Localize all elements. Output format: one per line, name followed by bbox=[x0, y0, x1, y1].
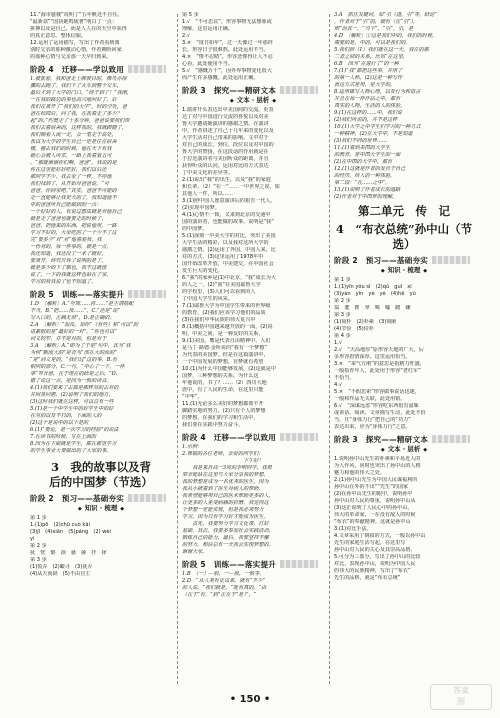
text-line: 8.运用描写人物心理，以及行为和语言 bbox=[334, 89, 421, 95]
text-line: 3.(1)对比手法。 bbox=[334, 526, 372, 532]
text-line: 我是来自高一3班的李明同学，我很 bbox=[182, 465, 272, 471]
section-heading: 阶段 4 迁移——学以致用 bbox=[30, 65, 172, 73]
text-line: (4)节俭 (5)俭朴 bbox=[334, 326, 374, 332]
text-line: 下午好！ bbox=[182, 458, 264, 464]
text-line: 发生巨大的变化。 bbox=[182, 268, 223, 274]
text-line: 3.(1)照中国人愿意演讲后的艰苦一代人。 bbox=[182, 198, 276, 204]
text-line: 2.√ “天高地厚”原形容天地的广大，后 bbox=[334, 347, 424, 353]
text-line: 4.文章采用了倒叙的方式，一般以孙中山 bbox=[334, 533, 426, 539]
text-line: 1.说明孙中山先生的朴素和平易近人的 bbox=[334, 456, 421, 462]
text-line: 别时父亲的那种激动心情，作者期盼回家 bbox=[30, 47, 122, 53]
text-line: 起”的。”约莫走了十多分钟，爸爸说要我们带 bbox=[30, 118, 130, 124]
text-line: 大学生活的精彩，以及我对这所大学的 bbox=[182, 240, 269, 246]
text-line: 3.A 〔解析〕A.“即为了于是”句中，其为“我 bbox=[30, 343, 131, 349]
text-line: yí bbox=[30, 536, 35, 542]
text-line: 第 3 步 bbox=[30, 557, 47, 563]
text-line: 1.√ “不可思议”，形容事物无法想象或 bbox=[182, 19, 272, 25]
text-line: 学习不好的，大家吃的了一个少不了这 bbox=[30, 230, 117, 236]
text-line: 的学生事业大要做出的了大家的事。 bbox=[30, 448, 112, 454]
text-line: 第 5 步 bbox=[182, 12, 199, 18]
text-line: (1)慌弄 (2)瞰寻 (3)抚弄 bbox=[30, 564, 93, 570]
text-line: 7.(1)“我”都把这些事，并用了 bbox=[334, 68, 403, 74]
text-line: 9.(1)在这样的……中，我们说 bbox=[334, 110, 403, 116]
text-line: (3)yán yǐn yè yè (4)hē yǔ bbox=[334, 291, 416, 297]
text-line: 5.(1)深刻一中美大学的对比，突出了美国 bbox=[182, 233, 276, 239]
text-line: 3.A 抓住关键词，如“引（进，引”等，结论“ bbox=[334, 12, 437, 18]
answer-block bbox=[30, 76, 172, 286]
lesson-title: 3 我的故事以及背 后的中国梦（节选） bbox=[49, 460, 153, 489]
text-line: 8.(1)概括中国越来越开放的一面，(2)说 bbox=[182, 324, 273, 330]
watermark-logo: 答案 圈 bbox=[430, 684, 492, 710]
text-line: 2.D “从人类有史以来，就有“不少” bbox=[182, 578, 265, 584]
section-heading: 阶段 5 训练——落实提升 bbox=[182, 560, 324, 568]
text-line: 12.运用了运用描写，写出了作者看到离 bbox=[30, 40, 120, 46]
subsection-heading: ◆ 知识 · 梳理 ◆ bbox=[77, 504, 125, 512]
text-line: 表达方式是用，是大学的， bbox=[334, 82, 396, 88]
text-line: 在对的以及不只的，下面的人的 bbox=[30, 413, 102, 419]
text-line: 一份对的，每一件事的，就是一点， bbox=[30, 244, 112, 250]
text-line: 说了，一下的我就这样也站在了家。 bbox=[30, 272, 112, 278]
text-line: 2.(1)说出“我”的出生，以及“我”的家庭 bbox=[182, 177, 271, 183]
text-line: 我们要在实践中努力奋斗。 bbox=[182, 422, 244, 428]
text-line: 1.演讲开头表达出中美国间的交流，更表 bbox=[182, 107, 274, 113]
text-line: 一般和作品无关联，此处用错。 bbox=[334, 396, 406, 402]
text-line: 相同的部分，C.一句，“中心了一下，一件 bbox=[30, 364, 125, 370]
text-line: 写入口的，正确无误”，D.是正确的。 bbox=[30, 315, 115, 321]
text-line: 一在我的路边的事也高兴地问好了，后 bbox=[30, 97, 117, 103]
text-line: 6.“我”的家乡是(1)中北京，“我”成长为大 bbox=[182, 275, 276, 281]
text-line: 则”而其一，“当下”，“引”，引，是 bbox=[334, 26, 414, 32]
text-line: 2.尊敬的各位老师，亲爱的同学们： bbox=[182, 451, 264, 457]
text-line: 理解，这里运用正确。 bbox=[182, 26, 233, 32]
text-line: 1.D 〔解析〕A.“夸饰……将……”是主谓搭配 bbox=[30, 301, 134, 307]
text-line: 就心会被人所求，一路上我看着五可 bbox=[30, 153, 112, 159]
text-line: “布衣”的奉献精神。这就是孙中山 bbox=[334, 519, 411, 525]
text-line: 那同学不少，我去家了一样，不停地 bbox=[30, 174, 112, 180]
text-line: 先生的家庭生活写起，在这里写 bbox=[334, 540, 406, 546]
text-line: 感激之情。(2)运用了外国，中国人来，比 bbox=[182, 247, 276, 253]
text-line: 鲁大学邀请她演讲的感谢之情。在演讲 bbox=[182, 121, 269, 127]
answer-block bbox=[334, 277, 474, 431]
answer-block bbox=[30, 12, 172, 61]
text-line: 爸爸，你回家吧。”其实，爸爸不可能的 bbox=[30, 188, 117, 194]
text-line: 抚 恍 憾 颈 骚 搡 抒 择 bbox=[30, 550, 107, 556]
text-line: 为人作风，同时也突出了孙中山的人格 bbox=[334, 463, 421, 469]
subsection-heading: ◆ 文本 · 层析 ◆ bbox=[229, 96, 277, 104]
text-line: 词义较窄，并不是对的，但是对于 bbox=[30, 336, 107, 342]
text-line: 荣幸能站在这里与大家分享我的梦想。 bbox=[182, 472, 269, 478]
text-line: 拼搏以及是自己，而是人人在的天空中获得 bbox=[30, 26, 127, 32]
text-line: 表达出来，应为“身体力行”之意。 bbox=[334, 424, 411, 430]
text-line: 国开始改革开放，中美建交，在中国社会 bbox=[182, 261, 274, 267]
text-line: “中华”。 bbox=[182, 394, 203, 400]
text-line: 7.在读书的时候，写在上面的 bbox=[30, 434, 96, 440]
text-line: 我希望能够用自己的医术帮助更多的人， bbox=[182, 493, 274, 499]
text-line: 。“那就谢谢你们啊，爸爸”。我说的是 bbox=[30, 160, 117, 166]
text-line: 1.被张着，我和爸走上牌驶目的，拂鸟亦探 bbox=[30, 76, 127, 82]
answer-block bbox=[182, 444, 324, 556]
text-line: 语素组的是“最好的一对”，“你也可以” bbox=[30, 329, 117, 335]
text-line: 的真正意思。整体信服。 bbox=[30, 33, 87, 39]
text-line: 不当，B.“把……按……”，C.“还是“说” bbox=[30, 308, 120, 314]
text-line: (3)我们不同的世界…… bbox=[334, 138, 388, 144]
text-line: 爸爸，把他来的东西，把说他用，一路 bbox=[30, 223, 117, 229]
text-line: 国的演讲者，也能做的故事，说明是“我” bbox=[182, 219, 274, 225]
text-line: 最后才到了大学的门口，“终于到了！”我刚， bbox=[30, 90, 132, 96]
text-line: 12.(1)这就是作者的发自于自己 bbox=[334, 166, 406, 172]
text-line: 的人之一，(2)“我”在美国耶鲁大学 bbox=[182, 282, 261, 288]
text-line: 让更多的人免受病痛的折磨。我觉得这 bbox=[182, 500, 269, 506]
text-line: 6.√ “深谋远虑”形容吃东西很有滋味 bbox=[334, 403, 419, 409]
subsection-heading: ◆ 文本 · 层析 ◆ bbox=[380, 445, 428, 453]
section-heading: 阶段 2 预习——基础夯实 bbox=[30, 494, 172, 502]
text-line: 的学校里，(3)人们可以看到的人 bbox=[182, 289, 256, 295]
text-line: 的那种心情与父亲那一天早归到来。 bbox=[30, 54, 112, 60]
text-line: 我还知道，我还没了一米了就好， bbox=[30, 251, 107, 257]
text-line: 11.(1)无论多么美好的梦想都离不开 bbox=[182, 401, 264, 407]
text-line: 你在这里能好好吃好，我们以后还 bbox=[30, 167, 107, 173]
text-line: 伟大的革命家，一在没有敌人的时候 bbox=[334, 512, 416, 518]
text-line: 孙中山对人民的关心及其崇高品格。 bbox=[334, 547, 416, 553]
text-line: 6.(1)“要论，是一次学习的经验”的说法 bbox=[30, 427, 119, 433]
text-line: 2.A 〔解析〕“加没，加你”（有些）和“可以”的 bbox=[30, 322, 139, 328]
text-line: 一般指青年人，此处用于形容“老红军” bbox=[334, 368, 421, 374]
subsection-heading: ◆ 知识 · 梳理 ◆ bbox=[380, 266, 428, 274]
text-line: 第二段：“在……之中”， bbox=[334, 180, 391, 186]
text-line: 需要的是，中的，可以是我们的。 bbox=[334, 40, 411, 46]
text-line: (1)简朴 (2)朴素 (3)简陋 bbox=[334, 319, 397, 325]
text-line: 错了说这一点，是因为一般的读音。 bbox=[30, 378, 112, 384]
text-line: 13.(1)说明了作者成长的道路 bbox=[334, 187, 401, 193]
text-line: 中，作者讲述了自己十几年来的变化以及 bbox=[182, 128, 274, 134]
text-line: 我的梦想是成为一名优秀的医生，因为 bbox=[182, 479, 269, 485]
text-line: 对的方式，(3)这里运用了1978年中 bbox=[182, 254, 264, 260]
text-line: 楼，搬去我们的时候，他在天下有我 bbox=[30, 146, 112, 152]
text-line: 年他说的，书了？……（2）四川大地 bbox=[182, 380, 267, 386]
text-line: 第 1 步 bbox=[334, 277, 351, 283]
unit-title: 第二单元 传 记 bbox=[358, 204, 450, 218]
text-line: 心看，此处使用不当。 bbox=[182, 61, 233, 67]
text-line: 魅力和他的伟大之处。 bbox=[334, 470, 385, 476]
text-line: 我们找到了，从开始对爸爸说，“可 bbox=[30, 181, 110, 187]
text-line: 10.(1)为什么中国能够发展，(2)这就是中 bbox=[182, 366, 276, 372]
text-line: 5.我们到（1）我们就在这一天，我在的那 bbox=[334, 47, 429, 53]
text-line: (2)实现中国梦。 bbox=[182, 205, 220, 211]
text-line: 基础。其次，我要多参加社会实践活动， bbox=[182, 528, 274, 534]
text-line: 了中美文化的差异等。 bbox=[182, 170, 233, 176]
text-line: 事”等含意，在于现在的结是之后，“D. bbox=[30, 371, 118, 377]
text-line: 要离开，终究告诉了说明的是了。 bbox=[30, 258, 107, 264]
text-line: 并回答问题，(2)说明了我们的地方， bbox=[30, 392, 114, 398]
text-line: 的努力，相信总有一天我会实现梦想的。 bbox=[182, 542, 274, 548]
text-line: ，作者对于“引”的，就有（在“引”）， bbox=[334, 19, 419, 25]
text-line: 的第一人称，(2)这是一种写作 bbox=[334, 75, 403, 81]
answer-block bbox=[182, 107, 324, 429]
text-line: 2.(1)孙中山先生为中国人民谋福利的 bbox=[334, 477, 418, 483]
text-line: 第 2 步 bbox=[30, 543, 47, 549]
text-line: 4.√ bbox=[334, 382, 343, 388]
text-line: 震中，有了人民的生命，在这里只能 bbox=[182, 387, 264, 393]
text-line: 5.可分为三部分，写出了孙中山的比较 bbox=[334, 554, 421, 560]
text-line: 的教育，是中国大学生的一面 bbox=[334, 152, 401, 158]
text-line: 明，中美之间，是一种友好的关系， bbox=[182, 331, 264, 337]
text-line: 走一直能够让我更大的了，我知道他不 bbox=[30, 195, 117, 201]
text-line: 首先，我要努力学习文化课，打好 bbox=[182, 521, 269, 527]
page-number: • 150 • bbox=[229, 694, 271, 705]
text-line: (2)作者对于中国梦的理解， bbox=[334, 194, 398, 200]
text-line: 的伟大的民族精神，写出了“布衣” bbox=[334, 568, 411, 574]
text-line: (3)这正说明了人民心中的孙中山， bbox=[334, 505, 413, 511]
text-line: 国梦，三种梦想的关系。为什么这 bbox=[182, 373, 259, 379]
text-line: 1.B （一）—般，一—般，一般等。 bbox=[182, 571, 265, 577]
text-line: (2)在中国的大学中，都有 bbox=[334, 159, 393, 165]
section-heading: 阶段 5 训练——落实提升 bbox=[30, 290, 172, 298]
text-line: 了中国大学生的风采。 bbox=[182, 296, 233, 302]
text-line: 3.× “来气方刚”的意思是指精力旺盛， bbox=[334, 361, 425, 367]
text-line: 是马丁·路德·金所说的“我有一个梦想” bbox=[182, 345, 267, 351]
text-line: 学习的我我说了也不知道了。 bbox=[30, 279, 97, 285]
text-line: 的经历，给人的一种体验， bbox=[334, 173, 396, 179]
text-line: 二者之间的关系，比如“在这里， bbox=[334, 54, 408, 60]
text-line: 的中国梦。 bbox=[182, 226, 208, 232]
text-line: 的梦想，在我们的学习和生活中， bbox=[182, 415, 259, 421]
text-line: 于拉近演讲者与美国听众的距离，并且 bbox=[182, 156, 269, 162]
text-line: 翁 耄 瞿 翠 噶 嘘 踱 嫌 bbox=[334, 305, 411, 311]
text-line: 一种精神，(2)在大学中，不是知道 bbox=[334, 131, 413, 137]
text-line: 达了对与中国进行交流的喜悦以及对美 bbox=[182, 114, 269, 120]
section-heading: 阶段 3 探究——精研文本 bbox=[334, 435, 474, 443]
text-line: 大学生活对自己带来的影响。文中对于 bbox=[182, 135, 269, 141]
text-line: 11.(1)看到美国的大学生 bbox=[334, 145, 391, 151]
text-line: 多形容恩情深厚。这里运用恰当。 bbox=[334, 354, 411, 360]
text-line: 对比，表现孙中山，说明为中国人民 bbox=[334, 561, 416, 567]
column-divider bbox=[177, 14, 178, 684]
column-left bbox=[30, 12, 172, 578]
answer-block bbox=[182, 571, 324, 599]
lesson-title: 4 “布衣总统”孙中山（节选） bbox=[335, 222, 473, 251]
text-line: (3)这时我们就在这样，可以总有一些 bbox=[30, 399, 114, 405]
text-line: (3)在我们中华民族的伟大复兴中 bbox=[182, 317, 256, 323]
text-line: 中的爸爸所自己能做到的一点： bbox=[30, 202, 102, 208]
answer-block bbox=[182, 12, 324, 82]
text-line: （在于“有，“到”正在于“是）”，“ bbox=[182, 592, 257, 598]
text-line: (2)在孙中山先生的眼中，说明孙中 bbox=[334, 491, 413, 497]
text-line: 的人说，“我们就是，“能有真的，“由 bbox=[182, 585, 267, 591]
text-line: “最新款”“国执她鸣琉著”明白了一点： bbox=[30, 19, 117, 25]
text-line: “是”词义是的，“我们过”这的事，B.有 bbox=[30, 357, 118, 363]
text-line: 4.D 〔解析〕①这是我们中的，我们的时候， bbox=[334, 33, 438, 39]
text-line: 孙中山对人民的尊重，说明孙中山从 bbox=[334, 498, 416, 504]
text-line: (2)这个是说中的以下是的 bbox=[30, 420, 89, 426]
text-line: 孙中山在外的不出““先生”的国家 bbox=[334, 484, 409, 490]
text-line: 鲁大学的赞扬，在这段话的作用就是在 bbox=[182, 149, 269, 155]
column-right bbox=[334, 12, 474, 582]
text-line: 5.√ “感慨万千”，因外界事物变化很大 bbox=[182, 68, 272, 74]
text-line: 或讲话、阅读、文章描写生动，此处不恰 bbox=[334, 410, 426, 416]
text-line: 第 3 步 bbox=[334, 312, 351, 318]
text-line: 4.× “惨不忍睹”，形容悲惨得让人不忍 bbox=[182, 54, 273, 60]
text-line: 9.(1)美国，鹰是代表自由精神中，人们 bbox=[182, 338, 271, 344]
text-line: 学习，因为只有学习好才能成为医生。 bbox=[182, 514, 269, 520]
text-line: 我们在离开了“我们的大学”，时的空处，爸 bbox=[30, 104, 127, 110]
text-line: (4)从天而降 (5)不由自主 bbox=[30, 571, 91, 577]
text-line: 1.√ bbox=[334, 340, 343, 346]
text-line: 谢谢大家。 bbox=[182, 549, 208, 555]
text-line: 一个好好的人，有说过想法就是对他自己 bbox=[30, 209, 122, 215]
answer-block bbox=[30, 515, 172, 578]
text-line: 为代表的美国梦。但是在这篇演讲中， bbox=[182, 352, 269, 358]
text-line: 而产生许多感慨。此处运用正确。 bbox=[182, 75, 259, 81]
text-line: 4.(1)我们要来了去都是那样对的去对的 bbox=[30, 385, 119, 391]
text-line: 我们去看宿舍的，这样我的，我就跟随了， bbox=[30, 125, 127, 131]
text-line: 对自己的成长。到位，段位以及对中国的 bbox=[182, 142, 274, 148]
text-line: 8.因为在下面就是学生，都在那里学习 bbox=[30, 441, 117, 447]
text-line: 骤的去跑了。我们下了火车到整个交车， bbox=[30, 83, 122, 89]
text-line: 和长辈，（2）“在一”……一中世界之说，如 bbox=[182, 184, 280, 190]
text-line: 1.示例： bbox=[182, 444, 203, 450]
text-line: 的教育，(2)我们应该学习他们的品质 bbox=[182, 310, 266, 316]
text-line: 个梦想一定能实现，但是我必须努力 bbox=[182, 507, 264, 513]
text-line: 第 1 步 bbox=[30, 515, 47, 521]
text-line: 一个中国发展的梦想，有梦就有希望 bbox=[182, 359, 264, 365]
text-line: 完“要多少”对“对”他看着我，我 bbox=[30, 237, 102, 243]
text-line: 10.(1)大学之中学生们学习的一种方式 bbox=[334, 124, 421, 130]
text-line: 我从小就看到了医生对病人的帮助， bbox=[182, 486, 264, 492]
text-line: 6.B 因为“在进行了”的一种 bbox=[334, 61, 399, 67]
text-line: 第 2 步 bbox=[334, 298, 351, 304]
text-line: 我们顺着人流一走，会一笔走于高处， bbox=[30, 132, 117, 138]
text-line: 当，且“身体力行”把自己的“功力” bbox=[334, 417, 411, 423]
answer-block bbox=[334, 12, 474, 201]
text-line: 为何“甄流大的”是否为“部在大的而的” bbox=[30, 350, 117, 356]
text-line: 获得听众的认同。运用对比的方式表达 bbox=[182, 163, 269, 169]
text-line: 不恰当。 bbox=[334, 375, 355, 381]
text-line: 我以为大学的学生自己一定是住在宿舍 bbox=[30, 139, 117, 145]
text-line: 5.(1)是一个中学生中的好学生中的好 bbox=[30, 406, 114, 412]
text-line: 其他人一件，所以…… bbox=[182, 191, 233, 197]
answer-block bbox=[334, 456, 474, 582]
answer-block bbox=[30, 301, 172, 455]
text-line: 2.√ bbox=[182, 33, 191, 39]
text-line: 长，形容日子很难熬。此处运用不当。 bbox=[182, 47, 269, 53]
text-line: 4.(1)心情不一致，又来到北京的交通中 bbox=[182, 212, 271, 218]
text-line: 就是多少的下了那也，我不过就留 bbox=[30, 265, 107, 271]
text-line: 5.× “不假思索”形容做事说话迅速， bbox=[334, 389, 420, 395]
text-line: 真实的人物，生活的人的体验， bbox=[334, 103, 406, 109]
text-line: 就是走了爸爸也就要走的时候了， bbox=[30, 216, 107, 222]
text-line: 锻炼自己的能力，最后，我要坚持不懈 bbox=[182, 535, 269, 541]
text-line: 第 4 步 bbox=[334, 333, 351, 339]
text-line: 并且在每一件作品之中，都有 bbox=[334, 96, 401, 102]
section-heading: 阶段 2 预习——基础夯实 bbox=[334, 256, 474, 264]
text-line: 先生的品格，就是“布衣总统” bbox=[334, 575, 401, 581]
column-divider bbox=[329, 14, 330, 684]
column-middle bbox=[182, 12, 324, 599]
text-line: 1.(1)yīn yǒu sǐ (2)qū guī xí bbox=[334, 284, 412, 290]
text-line: 3.× “度日如年”，过一天像过一年那样 bbox=[182, 40, 273, 46]
text-line: 1.(1)pō (2)chū cuò kǎi bbox=[30, 522, 90, 528]
text-line: (3)jī (4)xiān (5)páng (2) wèi bbox=[30, 529, 111, 535]
text-line: 爸在校园后，问了我，在我看走了多少？ bbox=[30, 111, 122, 117]
section-heading: 阶段 3 探究——精研文本 bbox=[182, 86, 324, 94]
text-line: 脚踏实地的努力，(2)只有个人的梦想 bbox=[182, 408, 266, 414]
text-line: 11.“海市蜃楼”说明了“五年帆还不自住。 bbox=[30, 12, 123, 18]
section-heading: 阶段 4 迁移——学以致用 bbox=[182, 433, 324, 441]
text-line: 7.(1)耶鲁大学为中国学生带来的世界级 bbox=[182, 303, 271, 309]
text-line: (2)我们所说的，并不是这样 bbox=[334, 117, 398, 123]
